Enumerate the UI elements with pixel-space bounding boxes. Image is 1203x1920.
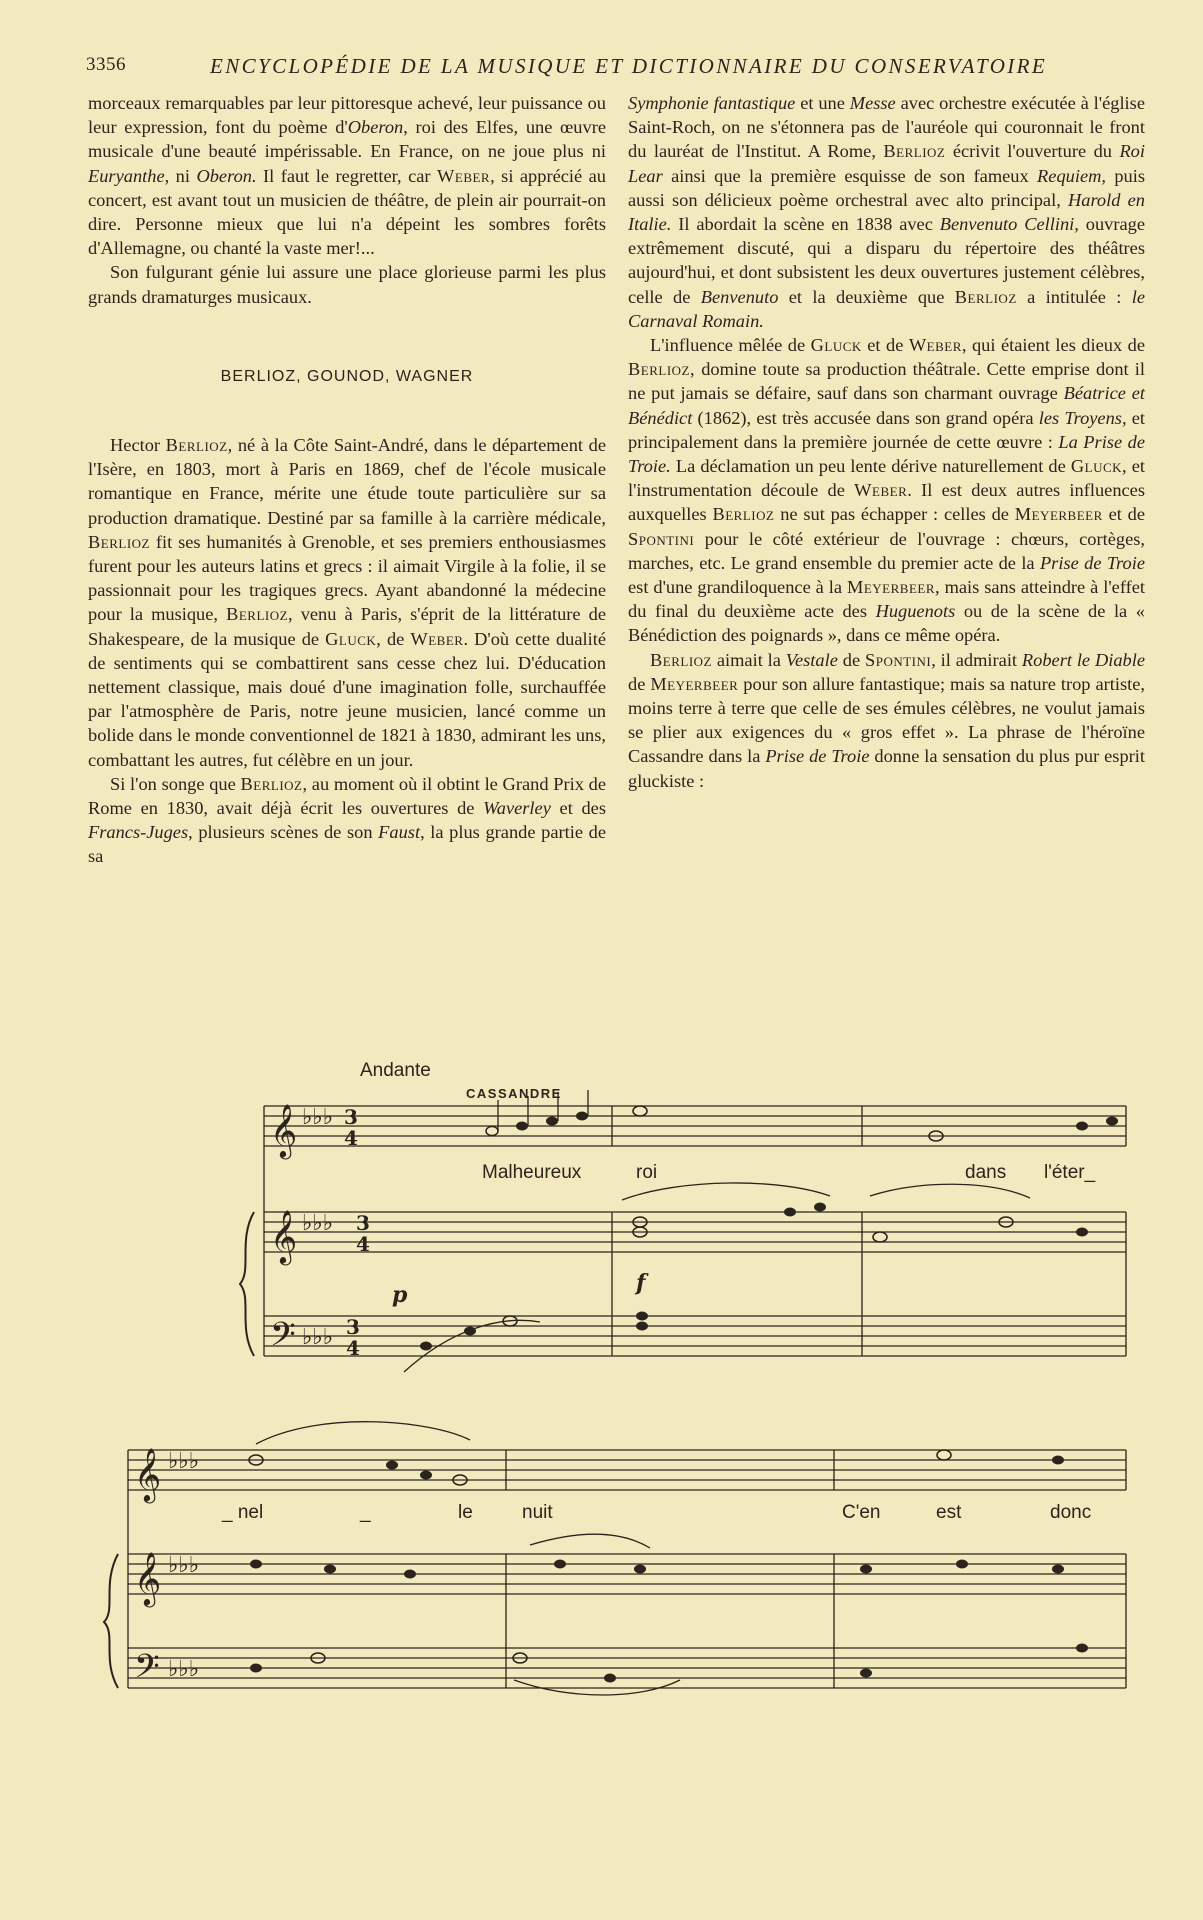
lyric-syllable: est <box>936 1502 962 1523</box>
notes-system-1 <box>420 1090 1118 1351</box>
svg-text:4: 4 <box>346 1336 360 1360</box>
lyric-syllable: C'en <box>842 1502 881 1523</box>
paragraph: L'influence mêlée de Gluck et de Weber, qui étaient les dieux de Berlioz, domine toute sa production théâtrale. Cette emprise dont il ne put jamais se défaire, sauf dans son charmant ouvrage Béatrice et Bénédict (1862), est très accusée dans son grand opéra les Troyens, et principalement dans la première journée de cette œuvre : La Prise de Troie. La déclamation un peu lente dérive naturellement de Gluck, et l'instrumentation découle de Weber. Il est deux autres influences auxquelles Berlioz ne sut pas échapper : celles de Meyerbeer et de Spontini pour le côté extérieur de l'ouvrage : chœurs, cortèges, marches, etc. Le grand ensemble du premier acte de la Prise de Troie est d'une grandiloquence à la Meyerbeer, mais sans atteindre à l'effet du final du deuxième acte des Huguenots ou de la scène de la « Bénédiction des poignards », dans ce même opéra. <box>628 335 1146 646</box>
svg-text:𝄢: 𝄢 <box>270 1316 296 1362</box>
svg-text:3: 3 <box>346 1315 360 1339</box>
svg-text:♭♭♭: ♭♭♭ <box>168 1657 200 1682</box>
svg-text:♭♭♭: ♭♭♭ <box>302 1211 334 1236</box>
dynamic-piano: p <box>392 1282 408 1308</box>
tempo-marking: Andante <box>360 1060 431 1081</box>
piano-treble-staff-2 <box>128 1554 1126 1594</box>
paragraph: Son fulgurant génie lui assure une place glorieuse parmi les plus grands dramaturges musicaux. <box>88 262 606 307</box>
svg-text:♭♭♭: ♭♭♭ <box>168 1449 200 1474</box>
paragraph: morceaux remarquables par leur pittoresque achevé, leur puissance ou leur expression, font du poème d'Oberon, roi des Elfes, une œuvre musicale d'une beauté impérissable. En France, on ne joue plus ni Euryanthe, ni Oberon. Il faut le regretter, car Weber, si apprécié au concert, est avant tout un musicien de théâtre, de plein air pourrait-on dire. Personne mieux que lui n'a dépeint les sombres forêts d'Allemagne, ou chanté la vaste mer!... <box>88 93 606 259</box>
piano-treble-staff <box>264 1212 1126 1252</box>
svg-text:𝄞: 𝄞 <box>134 1551 162 1605</box>
svg-text:3: 3 <box>344 1105 358 1129</box>
paragraph: Symphonie fantastique et une Messe avec orchestre exécutée à l'église Saint-Roch, on ne s'étonnera pas de l'auréole qui couronnait le front du lauréat de l'Institut. A Rome, Berlioz écrivit l'ouverture du Roi Lear ainsi que la première esquisse de son fameux Requiem, puis aussi son délicieux poème orchestral avec alto principal, Harold en Italie. Il abordait la scène en 1838 avec Benvenuto Cellini, ouvrage extrêmement discuté, qui a disparu du répertoire des théâtres aujourd'hui, et dont subsistent les deux ouvertures justement célèbres, celle de Benvenuto et la deuxième que Berlioz a intitulée : le Carnaval Romain. <box>628 93 1146 331</box>
paragraph: Si l'on songe que Berlioz, au moment où il obtint le Grand Prix de Rome en 1830, avait déjà écrit les ouvertures de Waverley et des Francs-Juges, plusieurs scènes de son Faust, la plus grande partie de sa <box>88 773 606 867</box>
voice-staff <box>264 1106 1126 1146</box>
svg-text:♭♭♭: ♭♭♭ <box>302 1105 334 1130</box>
lyric-syllable: _ nel <box>222 1502 264 1523</box>
piano-bass-staff <box>264 1316 1126 1356</box>
voice-staff-2 <box>128 1450 1126 1490</box>
svg-text:𝄢: 𝄢 <box>134 1648 160 1694</box>
svg-text:𝄞: 𝄞 <box>270 1209 298 1263</box>
svg-text:𝄞: 𝄞 <box>270 1103 298 1157</box>
svg-text:3: 3 <box>356 1211 370 1235</box>
lyric-syllable: l'éter_ <box>1044 1162 1096 1183</box>
lyric-syllable: Malheureux <box>482 1162 582 1183</box>
paragraph: Hector Berlioz, né à la Côte Saint-André, dans le département de l'Isère, en 1803, mort à Paris en 1869, chef de l'école musicale romantique en France, mérite une étude toute particulière sur sa production dramatique. Destiné par sa famille à la carrière médicale, Berlioz fit ses humanités à Grenoble, et ses premiers enthousiasmes furent pour les auteurs latins et grecs : il aimait Virgile à la folie, il se passionnait pour les tragiques grecs. Ayant abandonné la médecine pour la musique, Berlioz, venu à Paris, s'éprit de la littérature de Shakespeare, de la musique de Gluck, de Weber. D'où cette dualité de sentiments qui se combattirent sans cesse chez lui. D'éducation nettement classique, mais doué d'une imagination folle, surchauffée par l'atmosphère de Paris, notre jeune musicien, lancé comme un bolide dans le monde conventionnel de 1821 à 1830, admirant les uns, combattant les autres, fut célèbre en un jour. <box>88 435 606 770</box>
lyric-syllable: le <box>458 1502 473 1523</box>
piano-bass-staff-2 <box>128 1648 1126 1688</box>
lyric-syllable: _ <box>360 1502 371 1523</box>
lyric-syllable: donc <box>1050 1502 1092 1523</box>
svg-text:♭♭♭: ♭♭♭ <box>168 1553 200 1578</box>
running-title: ENCYCLOPÉDIE DE LA MUSIQUE ET DICTIONNAIRE DU CONSERVATOIRE <box>210 54 1048 78</box>
lyric-syllable: roi <box>636 1162 658 1183</box>
svg-text:𝄞: 𝄞 <box>134 1447 162 1501</box>
paragraph: Berlioz aimait la Vestale de Spontini, il admirait Robert le Diable de Meyerbeer pour son allure fantastique; mais sa nature trop artiste, moins terre à terre que celle de ses émules célèbres, ne voulut jamais se plier aux exigences du « gros effet ». La phrase de l'héroïne Cassandre dans la Prise de Troie donne la sensation du plus pur esprit gluckiste : <box>628 649 1146 791</box>
section-title: BERLIOZ, GOUNOD, WAGNER <box>220 367 474 385</box>
svg-text:4: 4 <box>344 1126 358 1150</box>
lyric-syllable: nuit <box>522 1502 553 1523</box>
lyric-syllable: dans <box>965 1162 1007 1183</box>
voice-name: CASSANDRE <box>466 1086 562 1101</box>
svg-text:4: 4 <box>356 1232 370 1256</box>
page-number: 3356 <box>86 54 126 75</box>
svg-text:♭♭♭: ♭♭♭ <box>302 1325 334 1350</box>
dynamic-forte: f <box>636 1270 646 1296</box>
